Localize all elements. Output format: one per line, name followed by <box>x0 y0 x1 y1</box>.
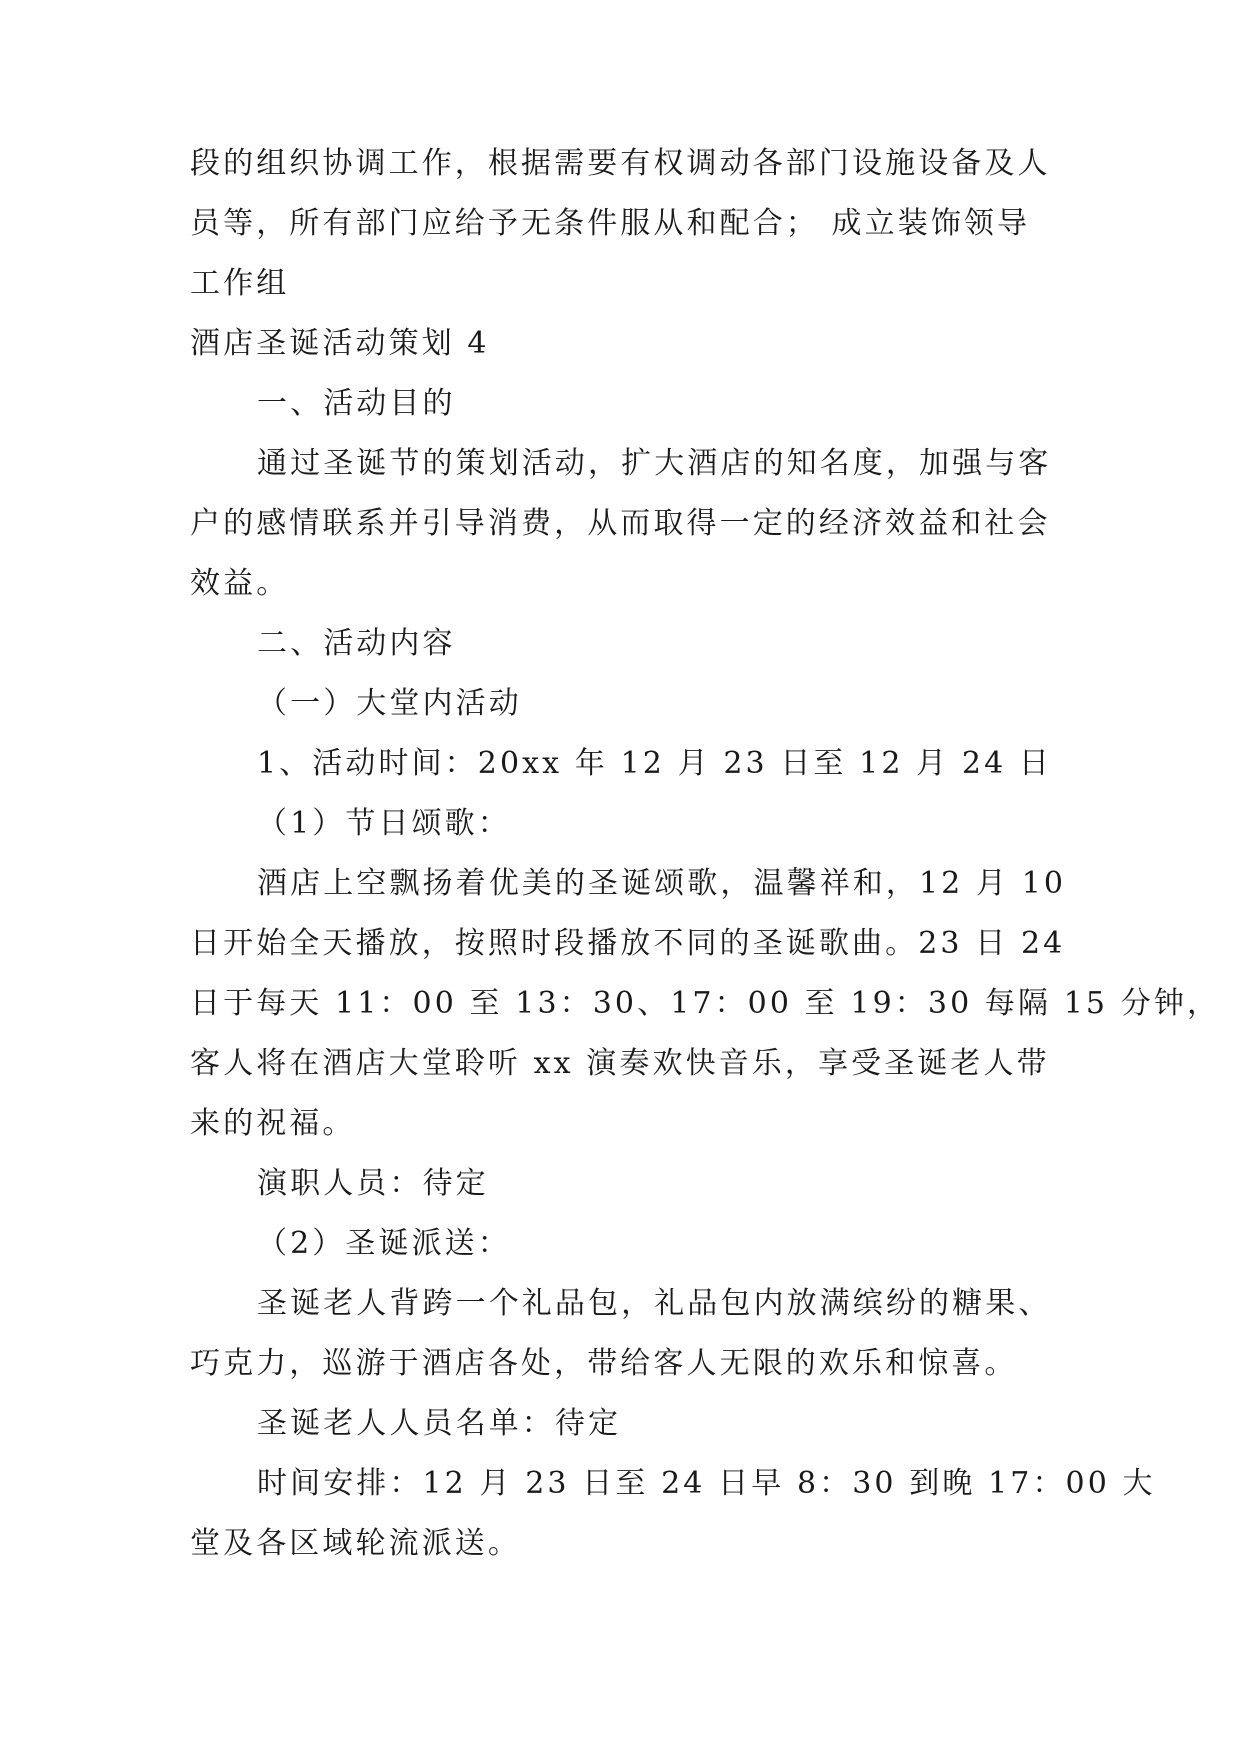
paragraph-line: 来的祝福。 <box>190 1106 356 1141</box>
paragraph-line: 段的组织协调工作，根据需要有权调动各部门设施设备及人 <box>190 146 1051 181</box>
paragraph-line: 户的感情联系并引导消费，从而取得一定的经济效益和社会 <box>190 506 1051 541</box>
subheading-carols: （1）节日颂歌： <box>257 806 511 841</box>
paragraph-line: 堂及各区域轮流派送。 <box>190 1526 521 1561</box>
heading-objective: 一、活动目的 <box>257 386 456 421</box>
paragraph-line: 演职人员：待定 <box>257 1166 489 1201</box>
heading-content: 二、活动内容 <box>257 626 456 661</box>
paragraph-line: 工作组 <box>190 266 290 301</box>
subheading-lobby: （一）大堂内活动 <box>257 686 522 721</box>
paragraph-line: 客人将在酒店大堂聆听 xx 演奏欢快音乐，享受圣诞老人带 <box>190 1046 1050 1081</box>
paragraph-line: 圣诞老人人员名单：待定 <box>257 1406 622 1441</box>
paragraph-line: 员等，所有部门应给予无条件服从和配合； 成立装饰领导 <box>190 206 1031 241</box>
paragraph-line: 圣诞老人背跨一个礼品包，礼品包内放满缤纷的糖果、 <box>257 1286 1052 1321</box>
paragraph-line: 效益。 <box>190 566 290 601</box>
section-title: 酒店圣诞活动策划 4 <box>190 326 490 361</box>
paragraph-line: 时间安排：12 月 23 日至 24 日早 8：30 到晚 17：00 大 <box>257 1466 1156 1501</box>
paragraph-line: 酒店上空飘扬着优美的圣诞颂歌，温馨祥和，12 月 10 <box>257 866 1067 901</box>
paragraph-line: 1、活动时间：20xx 年 12 月 23 日至 12 月 24 日 <box>257 746 1053 781</box>
paragraph-line: 通过圣诞节的策划活动，扩大酒店的知名度，加强与客 <box>257 446 1052 481</box>
subheading-delivery: （2）圣诞派送： <box>257 1226 511 1261</box>
paragraph-line: 日开始全天播放，按照时段播放不同的圣诞歌曲。23 日 24 <box>190 926 1066 961</box>
paragraph-line: 日于每天 11：00 至 13：30、17：00 至 19：30 每隔 15 分钟， <box>190 986 1221 1021</box>
paragraph-line: 巧克力，巡游于酒店各处，带给客人无限的欢乐和惊喜。 <box>190 1346 1018 1381</box>
